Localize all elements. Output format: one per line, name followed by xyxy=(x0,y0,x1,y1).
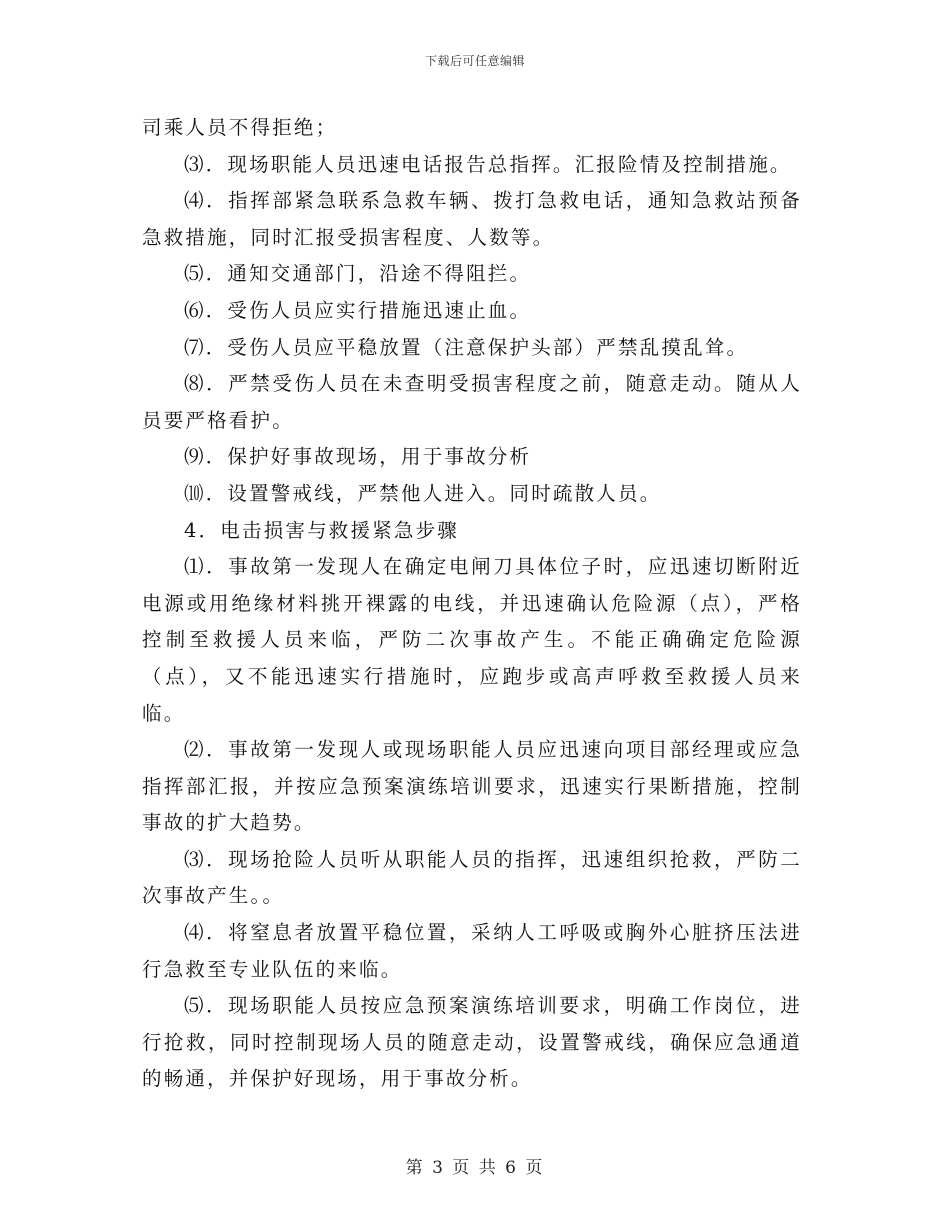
paragraph-item-3: ⑶．现场职能人员迅速电话报告总指挥。汇报险情及控制措施。 xyxy=(184,152,792,176)
section-heading-electric-shock: 4．电击损害与救援紧急步骤 xyxy=(184,518,460,542)
paragraph-step-5: ⑸．现场职能人员按应急预案演练培训要求，明确工作岗位，进行抢救，同时控制现场人员的随意走动，设置警戒线，确保应急通道的畅通，并保护好现场，用于事故分析。 xyxy=(142,994,802,1091)
paragraph-item-9: ⑼．保护好事故现场，用于事故分析 xyxy=(184,445,532,469)
document-body xyxy=(142,110,802,1098)
paragraph-item-4: ⑷．指挥部紧急联系急救车辆、拨打急救电话，通知急救站预备急救措施，同时汇报受损害程度、人数等。 xyxy=(142,189,802,249)
paragraph-item-6: ⑹．受伤人员应实行措施迅速止血。 xyxy=(184,298,532,322)
paragraph-step-4: ⑷．将窒息者放置平稳位置，采纳人工呼吸或胸外心脏挤压法进行急救至专业队伍的来临。 xyxy=(142,921,802,981)
paragraph-continuation: 司乘人员不得拒绝； xyxy=(142,116,338,139)
paragraph-item-7: ⑺．受伤人员应平稳放置（注意保护头部）严禁乱摸乱耸。 xyxy=(184,335,749,359)
paragraph-step-3: ⑶．现场抢险人员听从职能人员的指挥，迅速组织抢救，严防二次事故产生。。 xyxy=(142,847,802,908)
paragraph-step-1: ⑴．事故第一发现人在确定电闸刀具体位子时，应迅速切断附近电源或用绝缘材料挑开裸露的电线，并迅速确认危险源（点），严格控制至救援人员来临，严防二次事故产生。不能正确确定危险源（点），又不能迅速实行措施时，应跑步或高声呼救至救援人员来临。 xyxy=(142,555,802,725)
paragraph-item-5: ⑸．通知交通部门，沿途不得阻拦。 xyxy=(184,262,532,286)
paragraph-item-10: ⑽．设置警戒线，严禁他人进入。同时疏散人员。 xyxy=(184,481,662,505)
paragraph-step-2: ⑵．事故第一发现人或现场职能人员应迅速向项目部经理或应急指挥部汇报，并按应急预案演练培训要求，迅速实行果断措施，控制事故的扩大趋势。 xyxy=(142,738,802,835)
page-header-note: 下载后可任意编辑 xyxy=(424,54,525,68)
page-number-footer: 第 3 页 共 6 页 xyxy=(405,1158,545,1178)
paragraph-item-8: ⑻．严禁受伤人员在未查明受损害程度之前，随意走动。随从人员要严格看护。 xyxy=(142,372,802,432)
